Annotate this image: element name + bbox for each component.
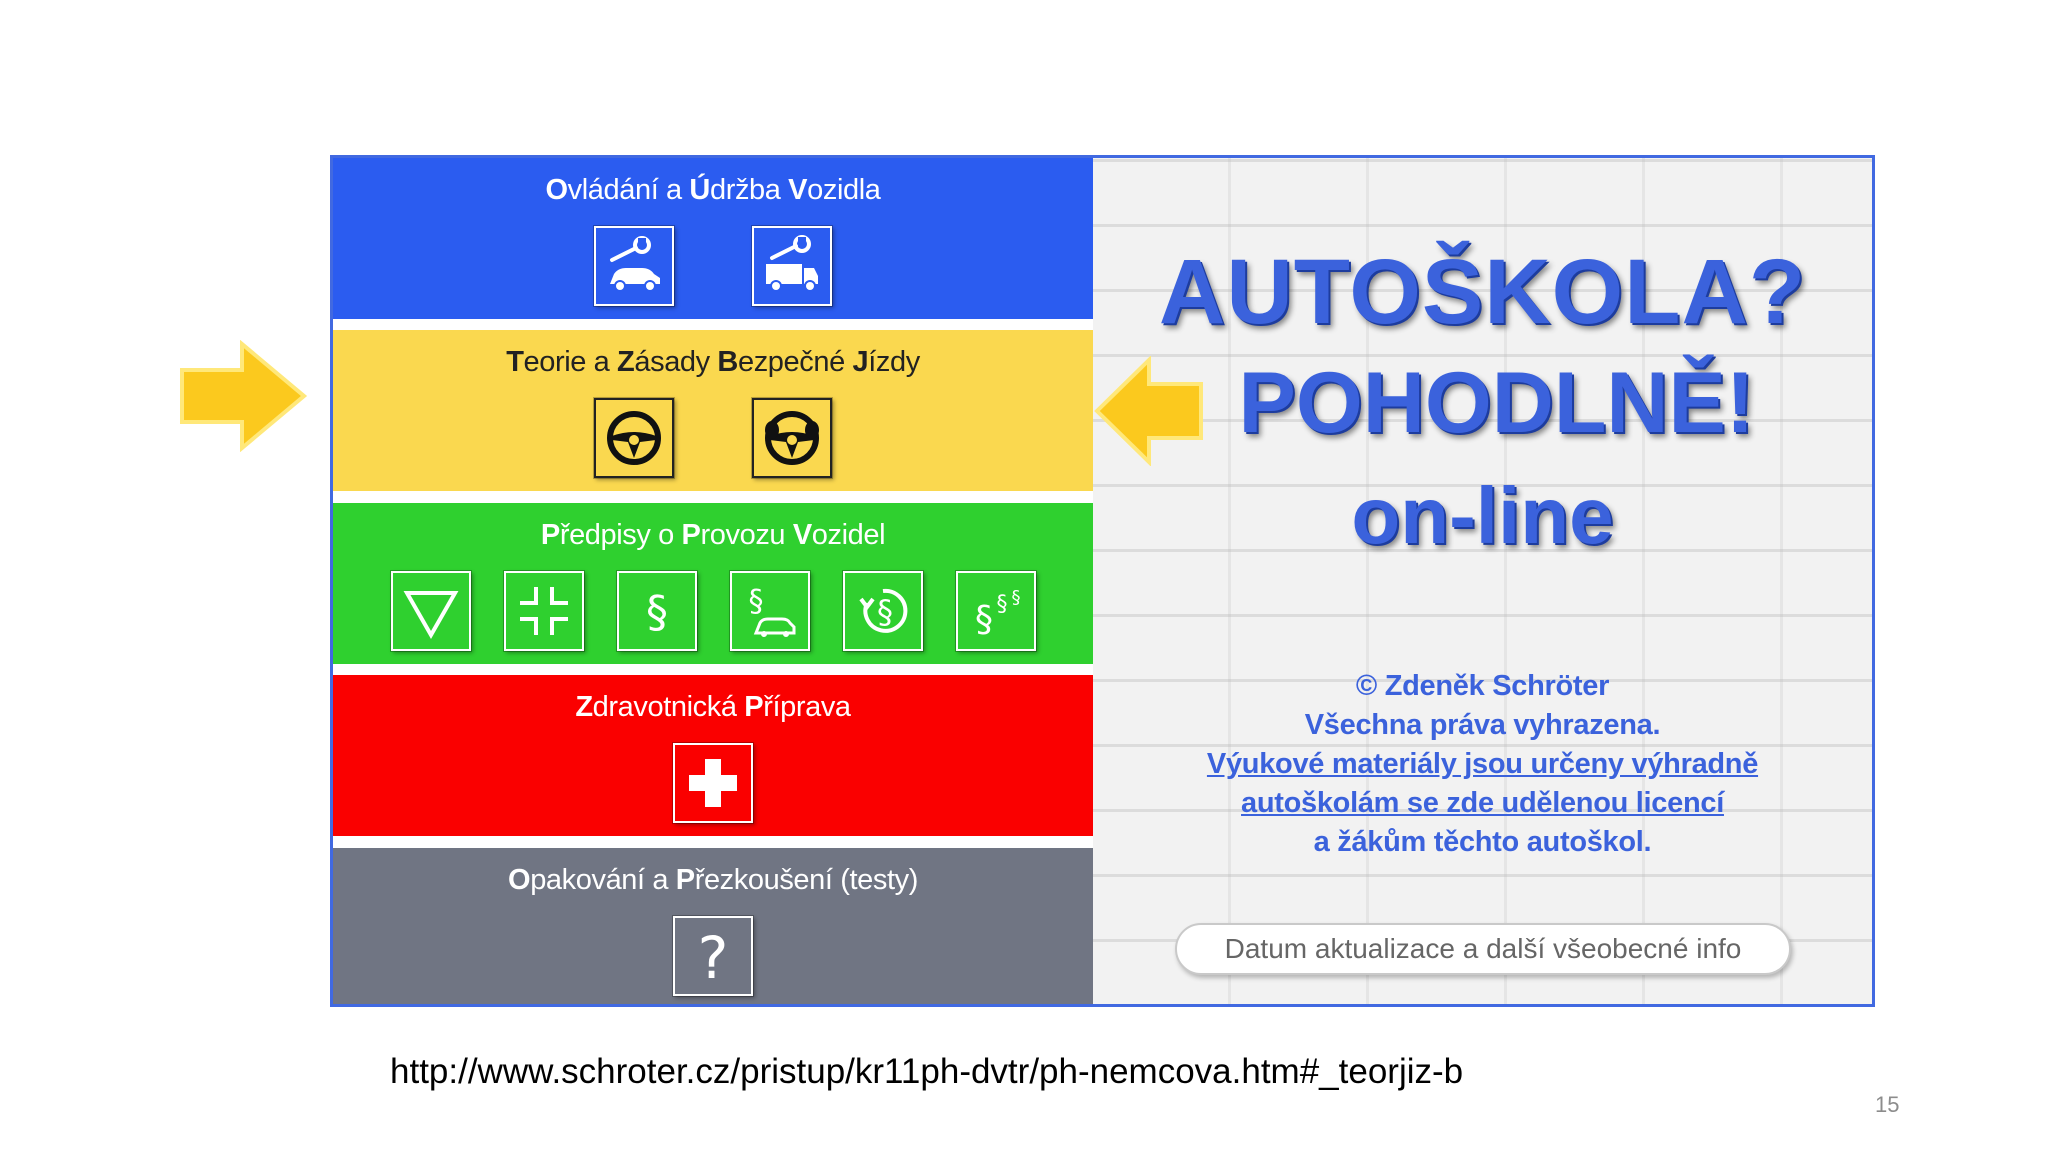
- question-mark-tile-button[interactable]: [673, 916, 753, 996]
- section-icons: [333, 398, 1093, 478]
- section-title-part: vládání a: [567, 174, 690, 206]
- wrench-truck-tile-button[interactable]: [752, 226, 832, 306]
- paragraphs-tile-button[interactable]: [956, 571, 1036, 651]
- section-menu: [333, 158, 1093, 1004]
- section-title-part: držba: [709, 174, 789, 206]
- section-icons: [333, 916, 1093, 996]
- steering-wheel-tile-button[interactable]: [594, 398, 674, 478]
- section-title-part: řezkoušení (testy): [694, 864, 918, 896]
- section-title-part: pakování a: [530, 864, 676, 896]
- steering-wheel-hands-icon: [760, 406, 824, 470]
- section-title-part: T: [506, 346, 524, 378]
- hero-online: on-line: [1351, 471, 1614, 560]
- section-title-part: ezpečné: [737, 346, 853, 378]
- section-title[interactable]: [333, 346, 1093, 379]
- svg-text:§: §: [996, 592, 1007, 617]
- section-icons: [333, 743, 1093, 823]
- paragraph-cycle-tile-button[interactable]: [843, 571, 923, 651]
- copyright-block: [1093, 667, 1872, 862]
- section-band-2: [333, 330, 1093, 491]
- intersection-tile-button[interactable]: [504, 571, 584, 651]
- paragraph-car-tile-button[interactable]: [730, 571, 810, 651]
- wrench-car-icon: [602, 234, 666, 298]
- yield-sign-icon: [401, 581, 461, 641]
- section-title-part: V: [788, 174, 808, 206]
- paragraph-icon: [627, 581, 687, 641]
- pointer-arrow-right-icon: [178, 340, 308, 452]
- section-band-1: [333, 158, 1093, 319]
- info-button[interactable]: Datum aktualizace a další všeobecné info: [1175, 923, 1791, 975]
- license-link-line-2[interactable]: autoškolám se zde udělenou licencí: [1241, 787, 1724, 819]
- section-title-part: J: [852, 346, 869, 378]
- section-title-part: ozidel: [811, 519, 886, 551]
- section-icons: [333, 226, 1093, 306]
- section-title-part: P: [540, 519, 560, 551]
- first-aid-cross-tile-button[interactable]: [673, 743, 753, 823]
- section-band-4: [333, 675, 1093, 836]
- title-panel: [1093, 158, 1872, 1004]
- paragraph-car-icon: [740, 581, 800, 641]
- section-title-part: B: [717, 346, 738, 378]
- section-title-part: Z: [617, 346, 635, 378]
- section-title-part: ízdy: [868, 346, 920, 378]
- paragraphs-icon: [966, 581, 1026, 641]
- steering-wheel-hands-tile-button[interactable]: [752, 398, 832, 478]
- wrench-truck-icon: [760, 234, 824, 298]
- question-mark-icon: [681, 924, 745, 988]
- steering-wheel-icon: [602, 406, 666, 470]
- hero-subtitle: POHODLNĚ!: [1238, 355, 1755, 451]
- section-title-part: O: [508, 864, 531, 896]
- svg-text:?: ?: [697, 924, 729, 988]
- section-title-part: eorie a: [523, 346, 618, 378]
- page-number: 15: [1875, 1092, 1900, 1117]
- pointer-arrow-left-icon: [1093, 356, 1205, 466]
- license-link-line-1[interactable]: Výukové materiály jsou určeny výhradně: [1206, 748, 1759, 780]
- section-title[interactable]: [333, 174, 1093, 207]
- yield-sign-tile-button[interactable]: [391, 571, 471, 651]
- section-title-part: ásady: [634, 346, 718, 378]
- section-title-part: Ú: [689, 174, 710, 206]
- section-title-part: P: [744, 691, 764, 723]
- svg-text:§: §: [1011, 587, 1020, 608]
- section-title-part: Z: [575, 691, 593, 723]
- section-band-5: [333, 848, 1093, 1007]
- svg-text:§: §: [645, 587, 668, 638]
- copyright-author: © Zdeněk Schröter: [1355, 670, 1610, 702]
- section-title[interactable]: [333, 864, 1093, 897]
- section-title-part: rovozu: [700, 519, 793, 551]
- source-url[interactable]: http://www.schroter.cz/pristup/kr11ph-dvtr/ph-nemcova.htm#_teorjiz-b: [390, 1052, 1464, 1091]
- svg-text:§: §: [748, 584, 763, 619]
- wrench-car-tile-button[interactable]: [594, 226, 674, 306]
- paragraph-cycle-icon: [853, 581, 913, 641]
- hero-title: AUTOŠKOLA?: [1158, 241, 1807, 343]
- section-title-part: ozidla: [807, 174, 881, 206]
- copyright-rights: Všechna práva vyhrazena.: [1304, 709, 1661, 741]
- section-icons: [333, 571, 1093, 651]
- section-title[interactable]: [333, 691, 1093, 724]
- intersection-icon: [514, 581, 574, 641]
- section-title[interactable]: [333, 519, 1093, 552]
- section-title-part: dravotnická: [592, 691, 745, 723]
- section-title-part: P: [675, 864, 695, 896]
- section-band-3: [333, 503, 1093, 664]
- paragraph-tile-button[interactable]: [617, 571, 697, 651]
- svg-text:§: §: [876, 593, 893, 631]
- section-title-part: říprava: [763, 691, 851, 723]
- copyright-last-line: a žákům těchto autoškol.: [1313, 826, 1652, 858]
- section-title-part: ředpisy o: [559, 519, 682, 551]
- web-page-screenshot: [330, 155, 1875, 1007]
- svg-text:§: §: [974, 599, 993, 640]
- section-title-part: V: [792, 519, 812, 551]
- section-title-part: O: [545, 174, 568, 206]
- first-aid-cross-icon: [681, 751, 745, 815]
- section-title-part: P: [681, 519, 701, 551]
